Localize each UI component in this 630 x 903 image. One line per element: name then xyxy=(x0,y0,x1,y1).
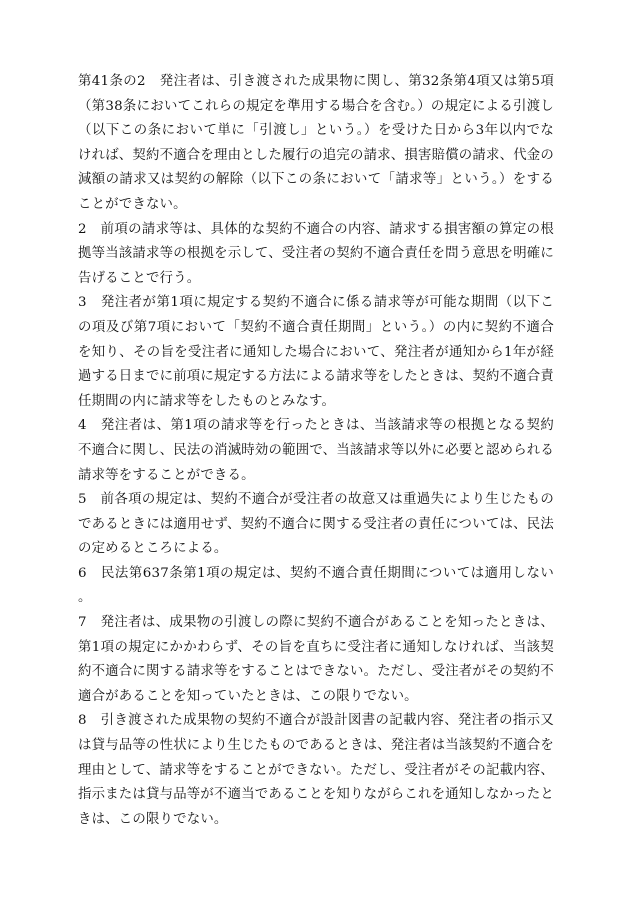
article-41-2-paragraph-2: 2 前項の請求等は、具体的な契約不適合の内容、請求する損害額の算定の根拠等当該請求等の根拠を示して、受注者の契約不適合責任を問う意思を明確に告げることで行う。 xyxy=(78,221,554,286)
article-41-2-paragraph-7: 7 発注者は、成果物の引渡しの際に契約不適合があることを知ったときは、第1項の規定にかかわらず、その旨を直ちに受注者に通知しなければ、当該契約不適合に関する請求等をすることはできない。ただし、受注者がその契約不適合があることを知っていたときは、この限りでない。 xyxy=(78,615,554,704)
article-41-2-paragraph-3: 3 発注者が第1項に規定する契約不適合に係る請求等が可能な期間（以下この項及び第7項において「契約不適合責任期間」という。）の内に契約不適合を知り、その旨を受注者に通知した場合において、発注者が通知から1年が経過する日までに前項に規定する方法による請求等をしたときは、契約不適合責任期間の内に請求等をしたものとみなす。 xyxy=(78,295,554,409)
article-41-2-paragraph-5: 5 前各項の規定は、契約不適合が受注者の故意又は重過失により生じたものであるときには適用せず、契約不適合に関する受注者の責任については、民法の定めるところによる。 xyxy=(78,492,554,557)
article-41-2-paragraph-4: 4 発注者は、第1項の請求等を行ったときは、当該請求等の根拠となる契約不適合に関し、民法の消滅時効の範囲で、当該請求等以外に必要と認められる請求等をすることができる。 xyxy=(78,418,554,483)
article-41-2-paragraph-1: 第41条の2 発注者は、引き渡された成果物に関し、第32条第4項又は第5項（第38条においてこれらの規定を準用する場合を含む。）の規定による引渡し（以下この条において単に「引渡し」という。）を受けた日から3年以内でなければ、契約不適合を理由とした履行の追完の請求、損害賠償の請求、代金の減額の請求又は契約の解除（以下この条において「請求等」という。）をすることができない。 xyxy=(78,74,554,212)
article-41-2-paragraph-8: 8 引き渡された成果物の契約不適合が設計図書の記載内容、発注者の指示又は貸与品等の性状により生じたものであるときは、発注者は当該契約不適合を理由として、請求等をすることができない。ただし、受注者がその記載内容、指示または貸与品等が不適当であることを知りながらこれを通知しなかったときは、この限りでない。 xyxy=(78,713,554,827)
article-41-2-paragraph-6: 6 民法第637条第1項の規定は、契約不適合責任期間については適用しない。 xyxy=(78,565,554,606)
document-page xyxy=(78,70,554,832)
